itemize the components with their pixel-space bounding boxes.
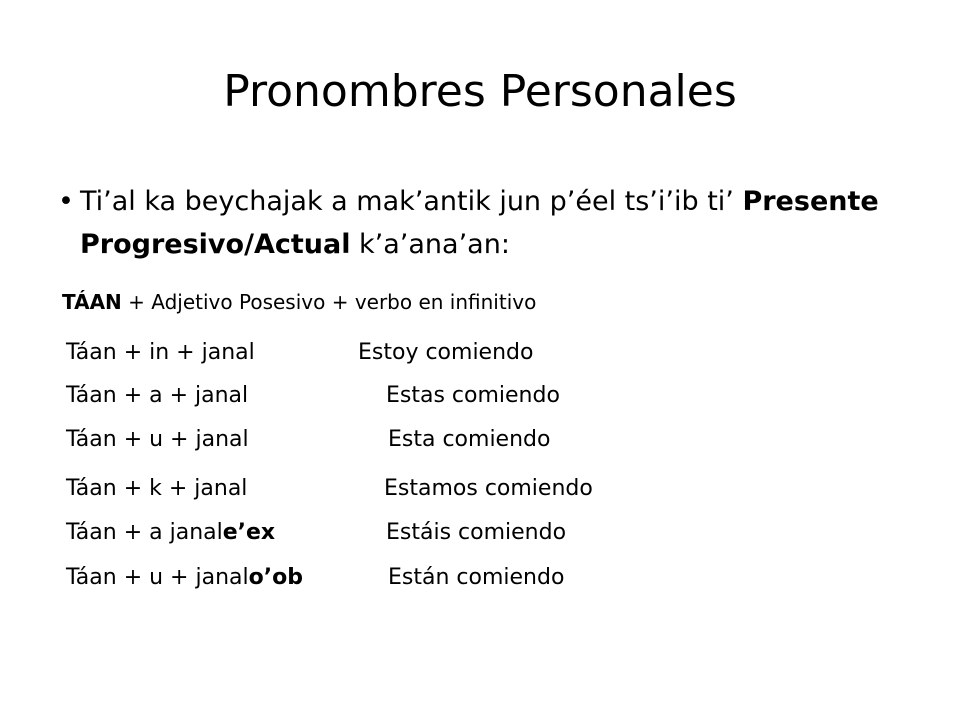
formula-line	[62, 287, 536, 317]
formula-bold: TÁAN	[62, 290, 122, 314]
conjugation-row	[66, 425, 551, 455]
row-left: Táan + u + janal	[66, 565, 249, 590]
row-right: Estoy comiendo	[358, 340, 534, 365]
row-left: Táan + in + janal	[66, 340, 255, 365]
conjugation-row	[66, 381, 560, 411]
row-right: Estas comiendo	[386, 383, 560, 408]
row-right: Estáis comiendo	[386, 520, 567, 545]
row-left-bold: e’ex	[222, 520, 276, 545]
conjugation-row	[66, 563, 565, 593]
bullet-suffix: k’a’ana’an:	[350, 229, 510, 260]
row-right: Esta comiendo	[388, 427, 551, 452]
conjugation-row	[66, 518, 567, 548]
row-left: Táan + a janal	[66, 520, 223, 545]
bullet-item	[58, 180, 918, 266]
bullet-dot-icon: •	[58, 186, 74, 217]
bullet-text	[80, 180, 918, 266]
conjugation-row	[66, 338, 534, 368]
row-left: Táan + a + janal	[66, 383, 249, 408]
formula-rest: + Adjetivo Posesivo + verbo en infinitivo	[121, 290, 537, 314]
row-left-bold: o’ob	[248, 565, 303, 590]
row-right: Están comiendo	[388, 565, 565, 590]
bullet-prefix: Ti’al ka beychajak a mak’antik jun p’éel ts’i’ib ti’	[80, 186, 743, 217]
row-left: Táan + u + janal	[66, 427, 249, 452]
conjugation-row	[66, 474, 593, 504]
row-left: Táan + k + janal	[66, 476, 248, 501]
row-right: Estamos comiendo	[384, 476, 593, 501]
bullet-bold: Presente Progresivo/Actual	[80, 186, 879, 260]
slide-title: Pronombres Personales	[223, 66, 737, 117]
